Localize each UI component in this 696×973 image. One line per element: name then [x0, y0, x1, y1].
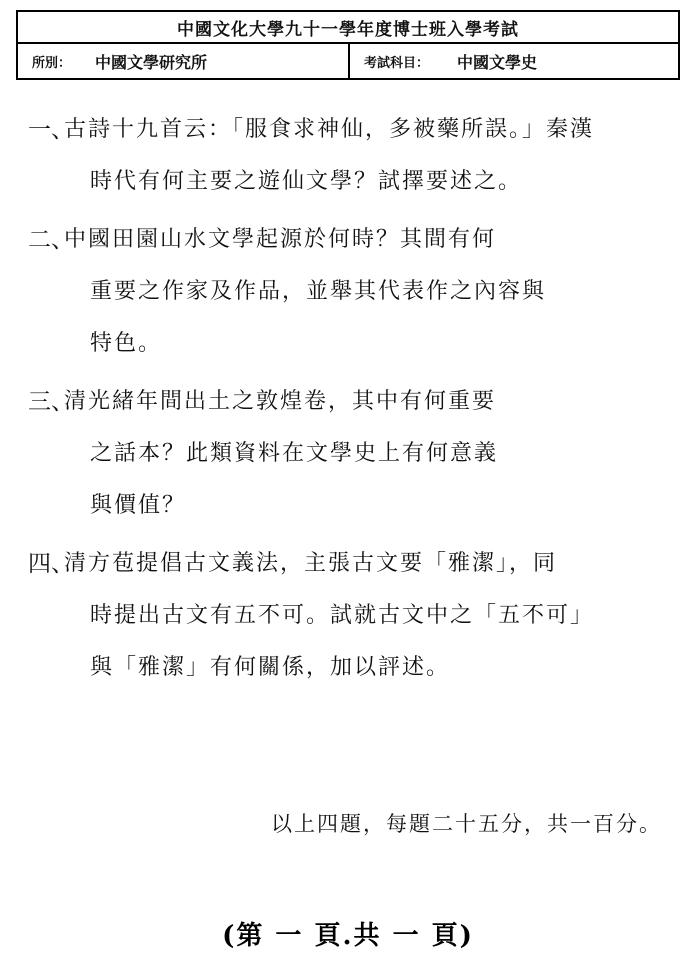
question-line: 特色。 — [90, 331, 163, 356]
exam-header-title-row — [18, 12, 678, 44]
exam-title: 中國文化大學九十一學年度博士班入學考試 — [177, 19, 519, 40]
subject-label: 考試科目： — [364, 55, 430, 71]
question-line: 之話本？此類資料在文學史上有何意義 — [90, 441, 499, 466]
question-line: 與價值？ — [90, 493, 187, 518]
department-field — [18, 44, 350, 78]
scoring-note: 以上四題，每題二十五分，共一百分。 — [271, 812, 662, 836]
question-line: 時提出古文有五不可。試就古文中之「五不可」 — [90, 603, 595, 628]
question-text — [64, 376, 680, 532]
question-line: 清光緒年間出土之敦煌卷，其中有何重要 — [64, 389, 497, 414]
question-number: 四、 — [28, 551, 74, 577]
question-number: 三、 — [28, 389, 74, 415]
question-line: 重要之作家及作品，並舉其代表作之內容與 — [90, 279, 547, 304]
questions-area — [16, 104, 680, 804]
question-item — [16, 376, 680, 532]
question-item — [16, 214, 680, 370]
exam-header-fields-row — [18, 44, 678, 78]
page-number: (第 一 頁.共 一 頁) — [222, 921, 474, 951]
question-item — [16, 104, 680, 208]
question-line: 清方苞提倡古文義法，主張古文要「雅潔」，同 — [64, 551, 558, 576]
department-label: 所別： — [32, 55, 72, 71]
exam-header-table — [16, 10, 680, 80]
question-text — [64, 214, 680, 370]
question-number: 一、 — [28, 117, 74, 143]
subject-value: 中國文學史 — [457, 52, 538, 72]
question-line: 中國田園山水文學起源於何時？其間有何 — [64, 227, 497, 252]
question-number: 二、 — [28, 227, 74, 253]
question-text — [64, 104, 680, 208]
question-line: 時代有何主要之遊仙文學？試擇要述之。 — [90, 169, 523, 194]
question-text — [64, 538, 680, 694]
question-line: 古詩十九首云：「服食求神仙，多被藥所誤。」秦漢 — [64, 117, 595, 142]
subject-field — [350, 44, 678, 78]
department-value: 中國文學研究所 — [95, 52, 208, 72]
question-line: 與「雅潔」有何關係，加以評述。 — [90, 655, 451, 680]
question-item — [16, 538, 680, 694]
